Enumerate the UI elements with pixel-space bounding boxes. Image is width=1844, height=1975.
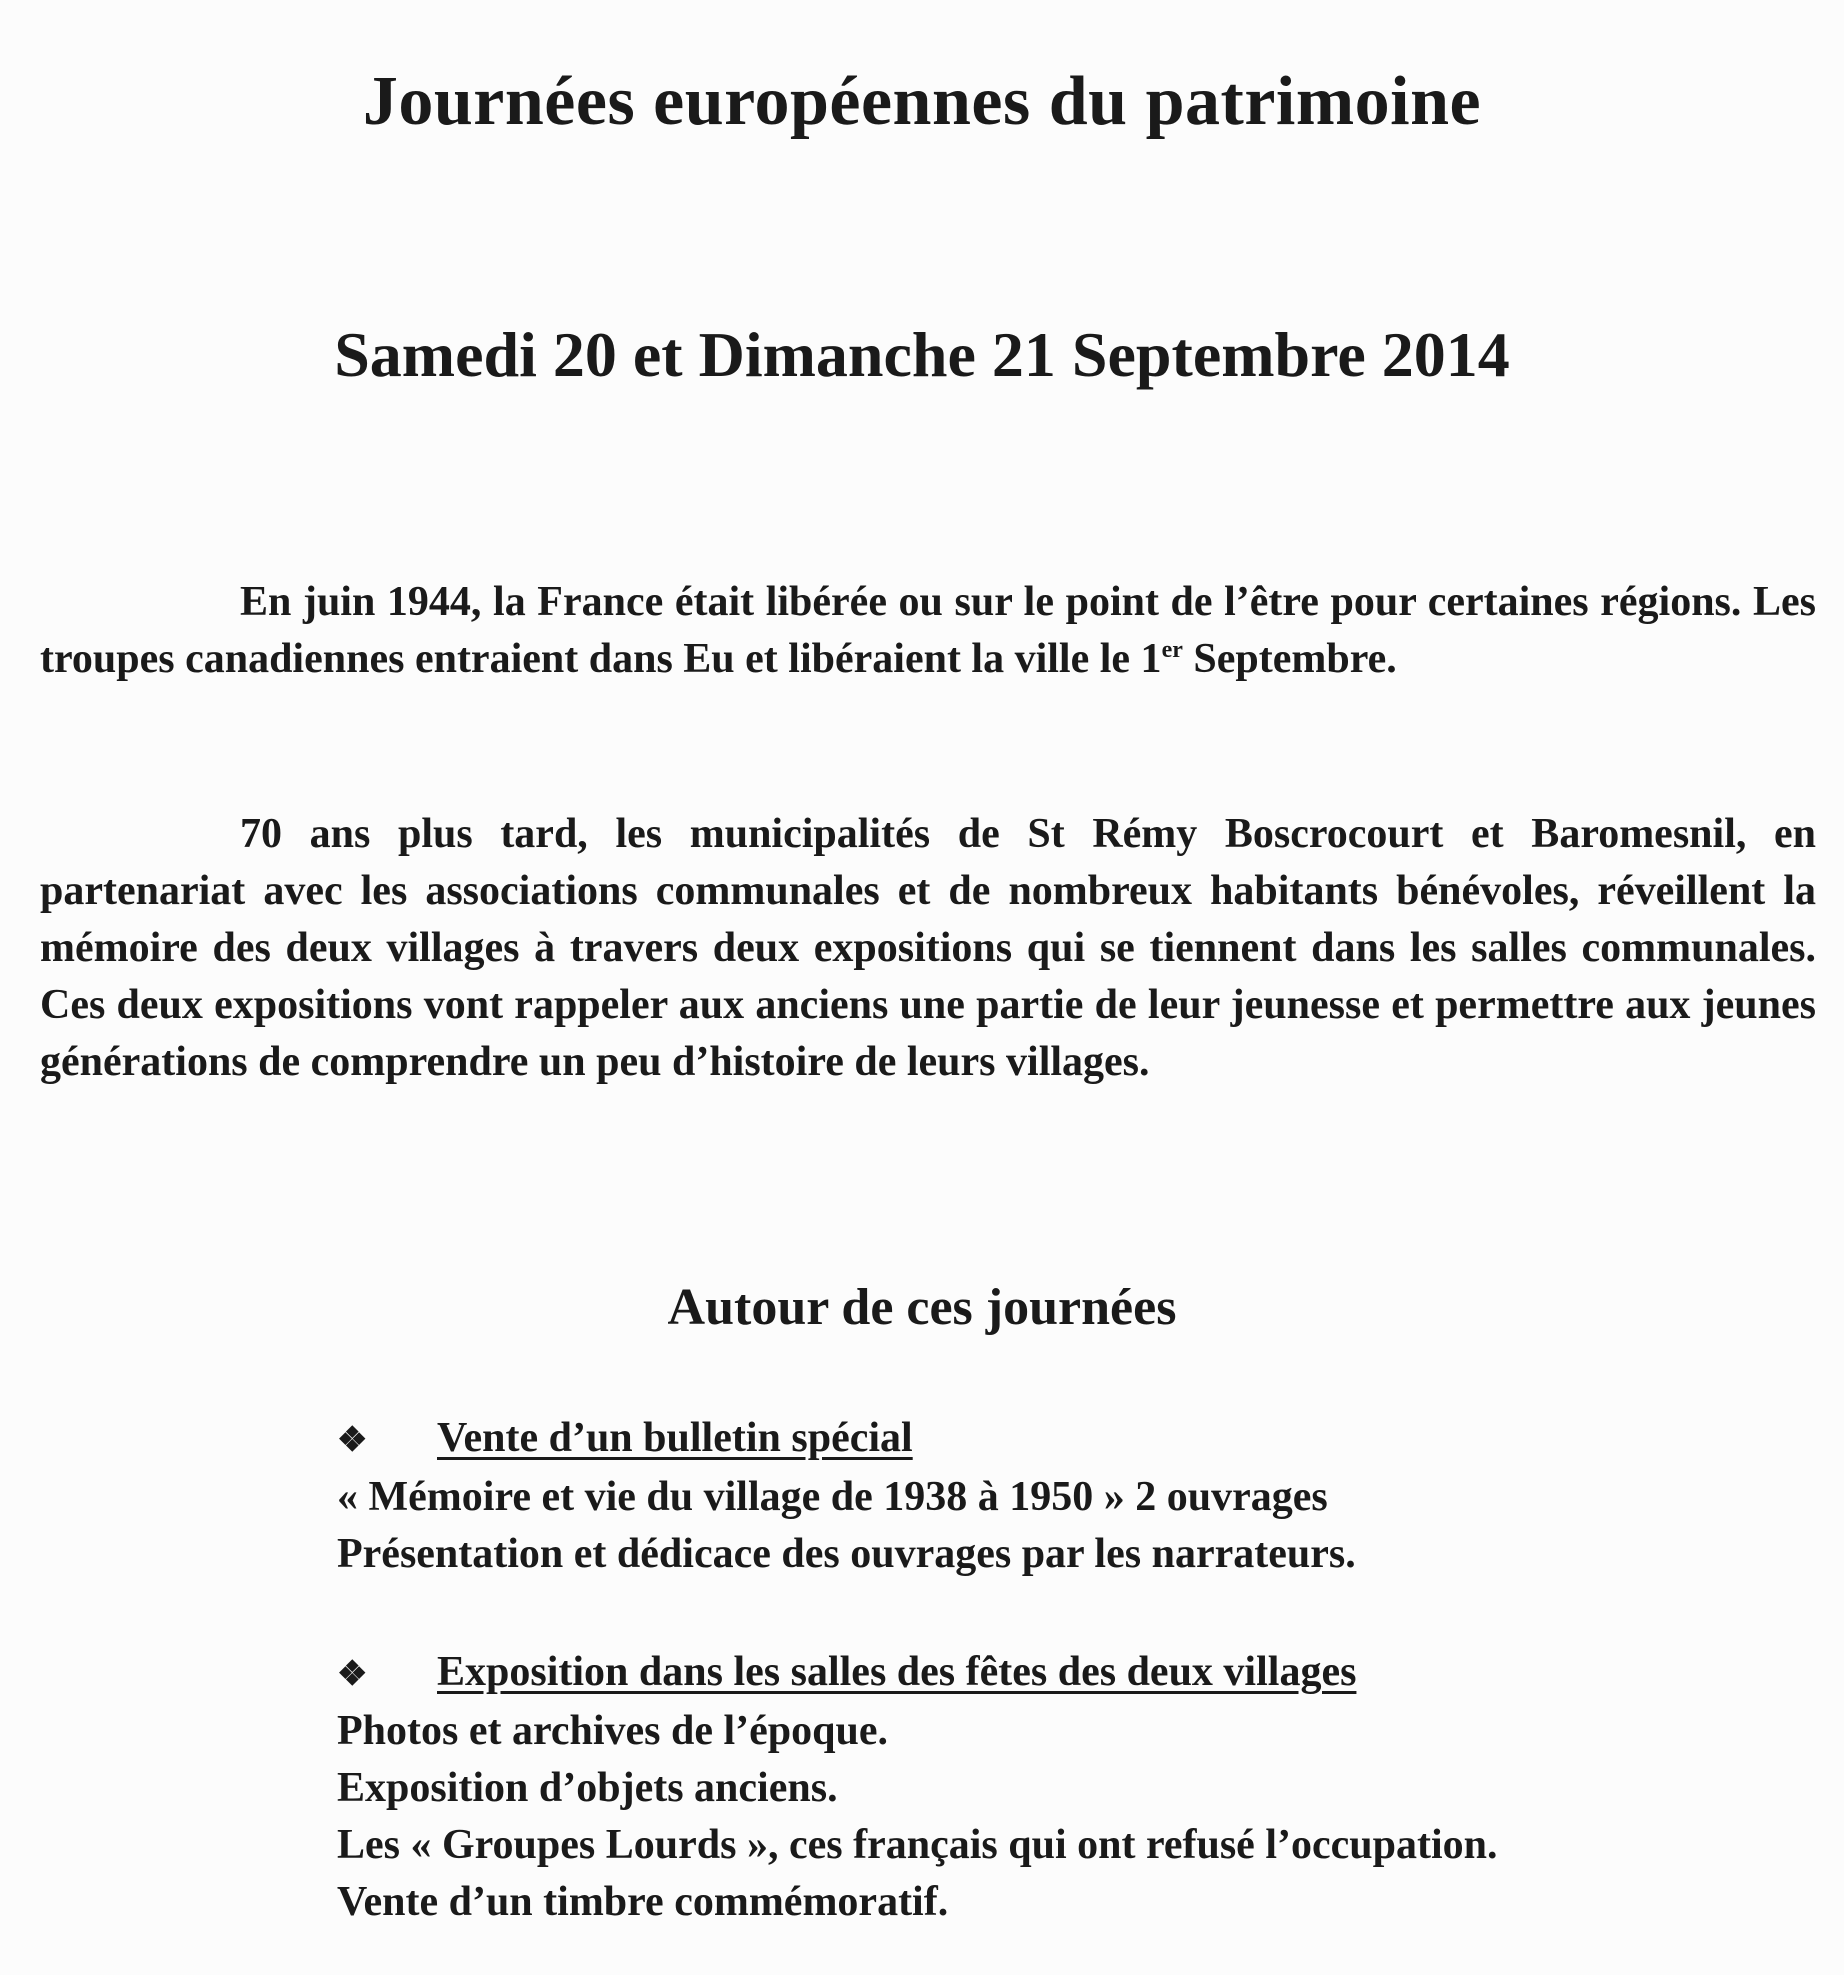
bullet-head (337, 1410, 1797, 1469)
intro-paragraph-1 (40, 574, 1816, 688)
diamond-bullet-icon: ❖ (337, 1656, 368, 1693)
diamond-bullet-icon: ❖ (337, 1422, 368, 1459)
bullet-line: Présentation et dédicace des ouvrages par les narrateurs. (337, 1531, 1356, 1577)
bullet-line: « Mémoire et vie du village de 1938 à 1950 » 2 ouvrages (337, 1474, 1328, 1520)
event-dates: Samedi 20 et Dimanche 21 Septembre 2014 (334, 319, 1510, 390)
intro-paragraph-1-end: Septembre. (1182, 636, 1397, 682)
bullet-line: Vente d’un timbre commémoratif. (337, 1879, 949, 1925)
bullet-line: Exposition d’objets anciens. (337, 1765, 838, 1811)
bullet-item-bulletin (337, 1410, 1797, 1583)
intro-paragraph-2: 70 ans plus tard, les municipalités de St Rémy Boscrocourt et Baromesnil, en partenariat avec les associations communales et de nombreux habitants bénévoles, réveillent la mémoire des deux villages à travers deux expositions qui se tiennent dans les salles communales. Ces deux expositions vont rappeler aux anciens une partie de leur jeunesse et permettre aux jeunes générations de comprendre un peu d’histoire de leurs villages. (40, 811, 1816, 1085)
intro-paragraph-1-text: En juin 1944, la France était libérée ou sur le point de l’être pour certaines régions. Les troupes canadiennes entraient dans Eu et libéraient la ville le 1 (40, 579, 1816, 682)
bullet-line: Les « Groupes Lourds », ces français qui ont refusé l’occupation. (337, 1822, 1498, 1868)
bullet-heading: Vente d’un bulletin spécial (437, 1415, 913, 1461)
bullet-line: Photos et archives de l’époque. (337, 1708, 889, 1754)
bullet-item-exposition (337, 1644, 1797, 1931)
ordinal-superscript: er (1161, 637, 1183, 663)
section-title: Autour de ces journées (667, 1279, 1177, 1336)
bullet-heading: Exposition dans les salles des fêtes des deux villages (437, 1649, 1357, 1695)
bullet-head (337, 1644, 1797, 1703)
document-title: Journées européennes du patrimoine (362, 63, 1482, 140)
